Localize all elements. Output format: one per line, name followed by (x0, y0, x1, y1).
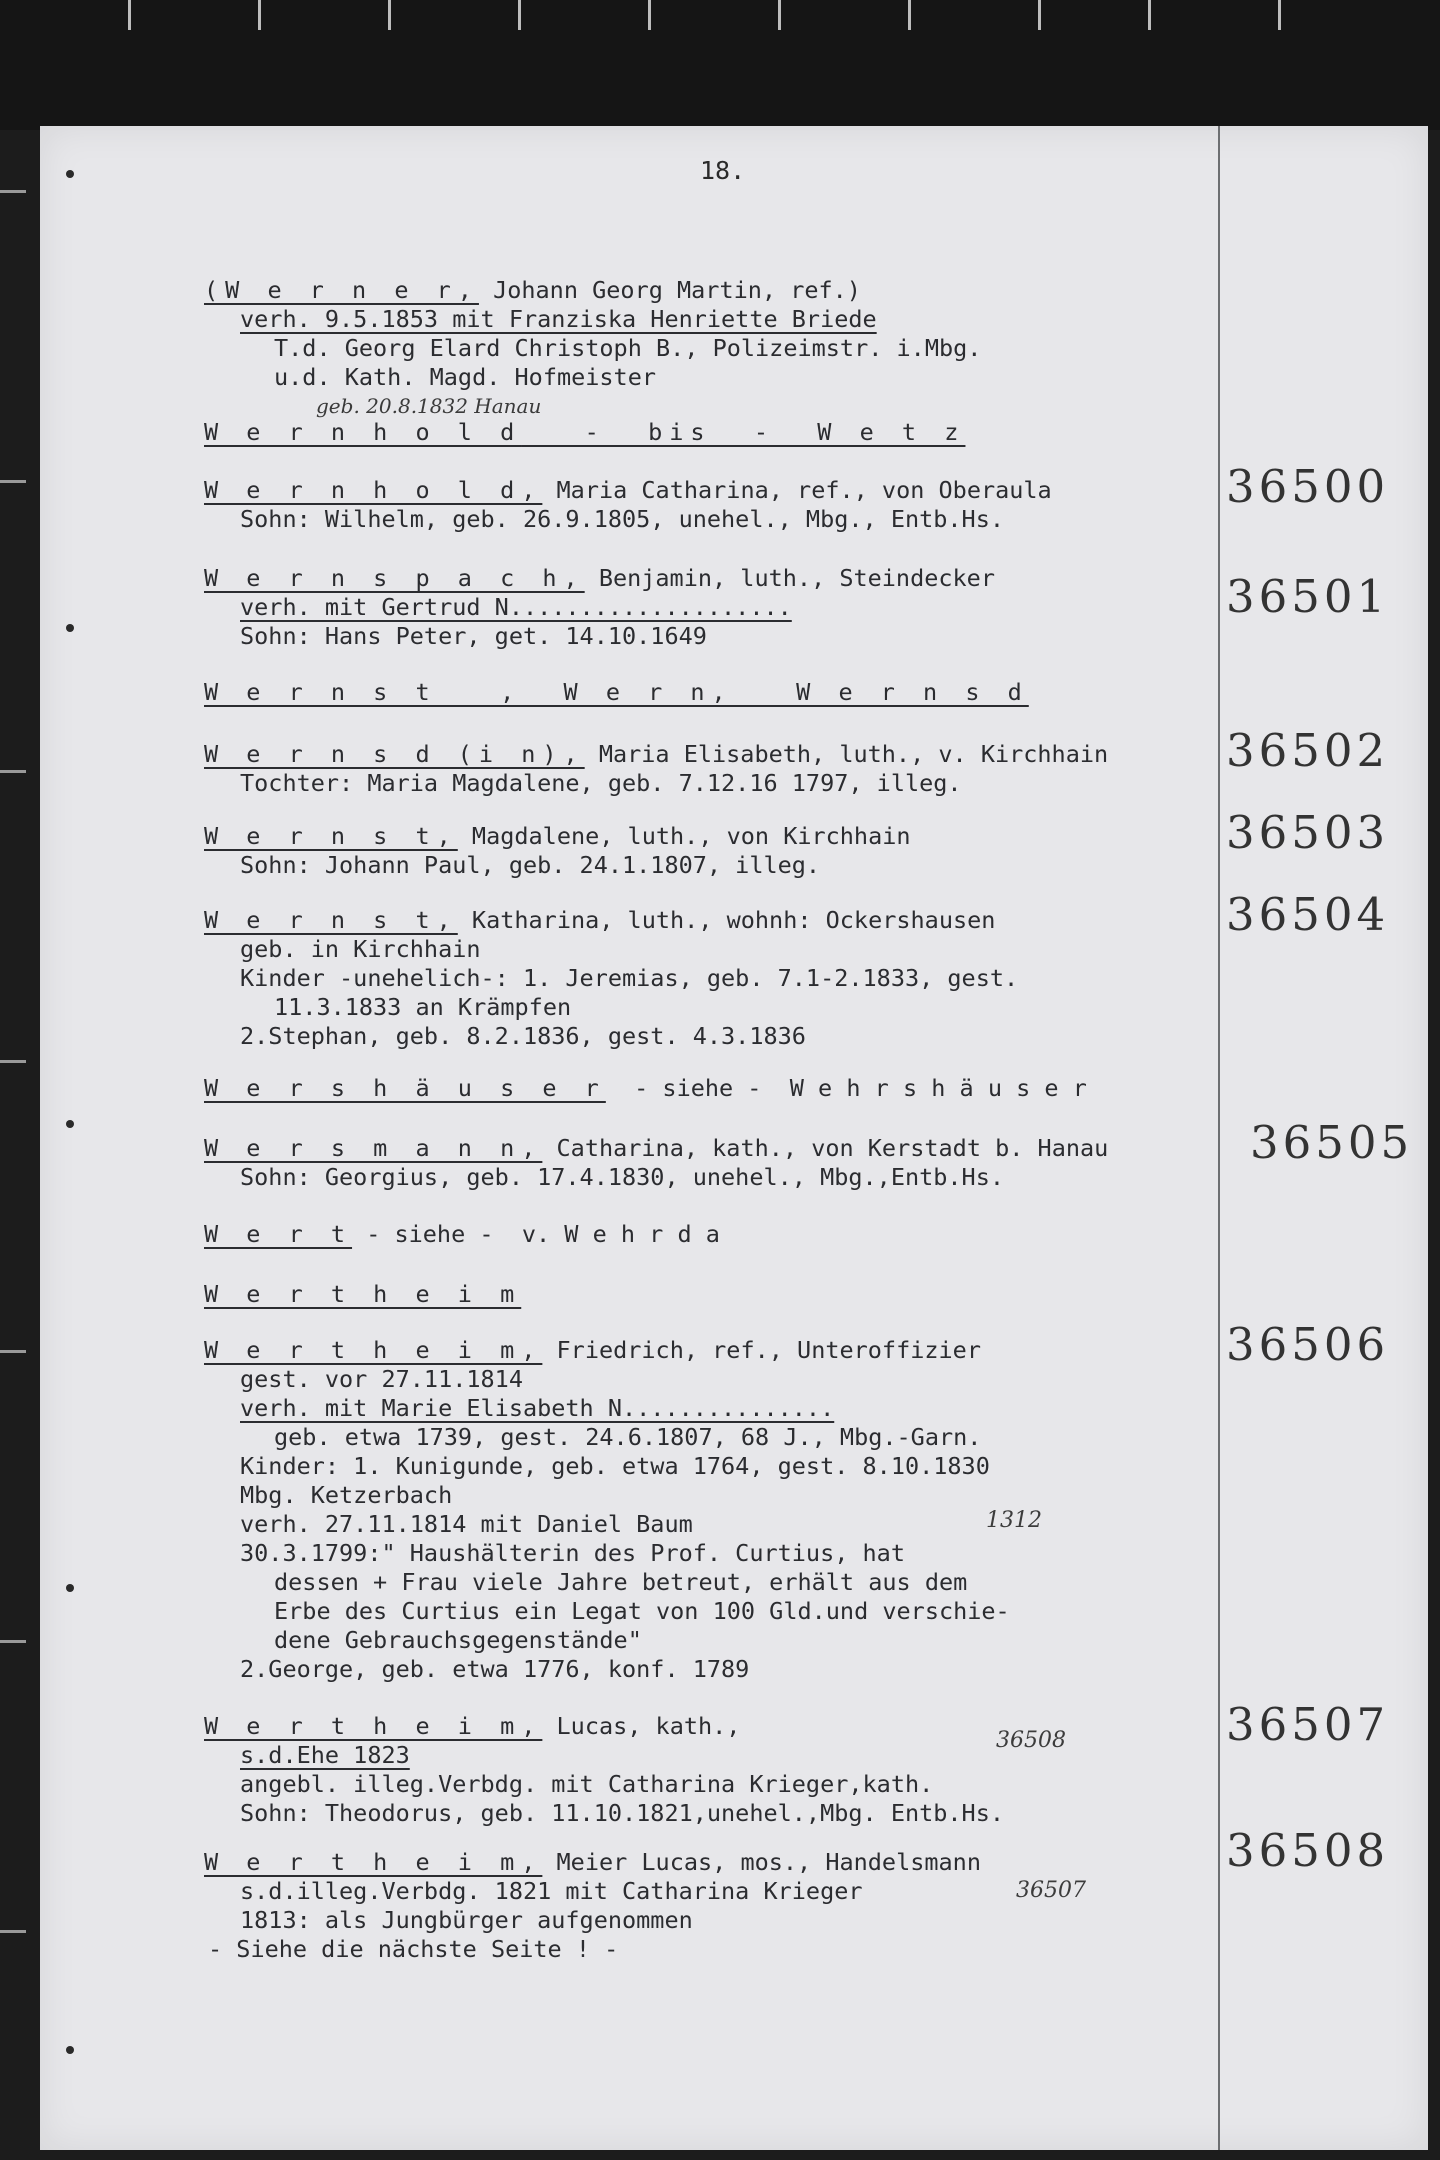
surname: W e r n s d (i n), (204, 740, 585, 768)
handwritten-note: 1312 (986, 1508, 1042, 1533)
entry-line: angebl. illeg.Verbdg. mit Catharina Krieger,kath. (240, 1770, 934, 1798)
entry-wersmann (204, 1134, 1214, 1192)
cross-reference-wert (204, 1220, 1214, 1249)
entry-line: 30.3.1799:" Haushälterin des Prof. Curtius, hat (240, 1539, 905, 1567)
entry-line: Kinder -unehelich-: 1. Jeremias, geb. 7.1-2.1833, gest. (240, 964, 1019, 992)
entry-line: Sohn: Georgius, geb. 17.4.1830, unehel., Mbg.,Entb.Hs. (240, 1163, 1005, 1191)
border-tick (0, 190, 26, 193)
entry-line: 2.Stephan, geb. 8.2.1836, gest. 4.3.1836 (240, 1022, 806, 1050)
entry-line: dessen + Frau viele Jahre betreut, erhält aus dem (274, 1568, 968, 1596)
entry-line: u.d. Kath. Magd. Hofmeister (274, 363, 657, 391)
given-names: Lucas, kath., (542, 1712, 741, 1740)
entry-line: s.d.illeg.Verbdg. 1821 mit Catharina Krieger (240, 1877, 863, 1905)
given-names: Friedrich, ref., Unteroffizier (542, 1336, 981, 1364)
entry-werner (204, 276, 1214, 421)
entry-line: 1813: als Jungbürger aufgenommen (240, 1906, 693, 1934)
given-names: Maria Elisabeth, luth., v. Kirchhain (584, 740, 1109, 768)
entry-line: Sohn: Johann Paul, geb. 24.1.1807, illeg. (240, 851, 821, 879)
index-card-page (40, 126, 1428, 2150)
entry-wernsd (204, 740, 1214, 798)
border-tick (1278, 0, 1281, 30)
handwritten-note: 36507 (1016, 1878, 1086, 1903)
cross-reference: - siehe - v. W e h r d a (352, 1220, 720, 1248)
record-number: 36500 (1226, 460, 1390, 513)
entry-wernhold (204, 476, 1214, 534)
border-tick (258, 0, 261, 30)
given-names: Benjamin, luth., Steindecker (584, 564, 995, 592)
entry-line: Erbe des Curtius ein Legat von 100 Gld.und verschie- (274, 1597, 1010, 1625)
border-tick (0, 1930, 26, 1933)
heading: W e r s h ä u s e r (204, 1074, 606, 1102)
surname: W e r n s t, (204, 822, 458, 850)
entry-line: Sohn: Hans Peter, get. 14.10.1649 (240, 622, 707, 650)
entry-line: geb. in Kirchhain (240, 935, 481, 963)
given-names: Magdalene, luth., von Kirchhain (457, 822, 911, 850)
record-number: 36505 (1250, 1116, 1414, 1169)
surname: (W e r n e r, (204, 276, 479, 304)
surname: W e r n h o l d, (204, 476, 543, 504)
record-number: 36504 (1226, 888, 1390, 941)
surname: W e r t h e i m, (204, 1712, 543, 1740)
cross-reference: - siehe - W e h r s h ä u s e r (605, 1074, 1087, 1102)
given-names: Maria Catharina, ref., von Oberaula (542, 476, 1052, 504)
border-tick (388, 0, 391, 30)
punch-hole (66, 1584, 74, 1592)
entry-line: gest. vor 27.11.1814 (240, 1365, 523, 1393)
given-names: Katharina, luth., wohnh: Ockershausen (457, 906, 996, 934)
border-tick (908, 0, 911, 30)
punch-hole (66, 624, 74, 632)
entry-wertheim-meier (204, 1848, 1214, 1964)
border-tick (0, 480, 26, 483)
entry-line: Kinder: 1. Kunigunde, geb. etwa 1764, gest. 8.10.1830 (240, 1452, 990, 1480)
entry-line: 11.3.1833 an Krämpfen (274, 993, 572, 1021)
entry-line: geb. etwa 1739, gest. 24.6.1807, 68 J., Mbg.-Garn. (274, 1423, 982, 1451)
record-number: 36502 (1226, 724, 1390, 777)
record-number: 36507 (1226, 1698, 1390, 1751)
entry-line: dene Gebrauchsgegenstände" (274, 1626, 642, 1654)
border-tick (0, 770, 26, 773)
border-tick (0, 1350, 26, 1353)
variant-heading (204, 678, 1214, 707)
given-names: Catharina, kath., von Kerstadt b. Hanau (542, 1134, 1109, 1162)
heading-from: W e r n h o l d (204, 418, 522, 446)
border-tick (1038, 0, 1041, 30)
border-tick (0, 1060, 26, 1063)
heading: W e r n s t , W e r n, W e r n s d (204, 678, 1029, 706)
record-number: 36506 (1226, 1318, 1390, 1371)
surname: W e r n s t, (204, 906, 458, 934)
column-rule (1218, 126, 1220, 2150)
entry-line: verh. 27.11.1814 mit Daniel Baum (240, 1510, 693, 1538)
surname: W e r n s p a c h, (204, 564, 585, 592)
surname: W e r t h e i m, (204, 1848, 543, 1876)
entry-wernst-katharina (204, 906, 1214, 1051)
entry-line: Sohn: Wilhelm, geb. 26.9.1805, unehel., Mbg., Entb.Hs. (240, 505, 1005, 533)
entry-line: Mbg. Ketzerbach (240, 1481, 453, 1509)
heading-to: - bis - W e t z (521, 418, 966, 446)
entry-line: verh. mit Gertrud N.................... (240, 593, 792, 621)
entry-line: verh. mit Marie Elisabeth N............... (240, 1394, 835, 1422)
surname: W e r s m a n n, (204, 1134, 543, 1162)
heading-wertheim (204, 1280, 1214, 1309)
given-names: Johann Georg Martin, ref.) (478, 276, 861, 304)
entry-line: s.d.Ehe 1823 (240, 1741, 410, 1769)
border-tick (1148, 0, 1151, 30)
entry-line: T.d. Georg Elard Christoph B., Polizeimstr. i.Mbg. (274, 334, 982, 362)
entry-line: verh. 9.5.1853 mit Franziska Henriette Briede (240, 305, 877, 333)
border-tick (518, 0, 521, 30)
handwritten-note: 36508 (996, 1728, 1066, 1753)
entry-line: 2.George, geb. etwa 1776, konf. 1789 (240, 1655, 750, 1683)
surname: W e r t h e i m, (204, 1336, 543, 1364)
record-number: 36501 (1226, 570, 1390, 623)
entry-line: Sohn: Theodorus, geb. 11.10.1821,unehel.,Mbg. Entb.Hs. (240, 1799, 1005, 1827)
cross-reference-wershaeuser (204, 1074, 1214, 1103)
border-tick (0, 1640, 26, 1643)
heading: W e r t h e i m (204, 1280, 522, 1308)
punch-hole (66, 1120, 74, 1128)
page-number: 18. (700, 156, 746, 185)
given-names: Meier Lucas, mos., Handelsmann (542, 1848, 981, 1876)
border-tick (648, 0, 651, 30)
entry-line: Tochter: Maria Magdalene, geb. 7.12.16 1797, illeg. (240, 769, 962, 797)
punch-hole (66, 2046, 74, 2054)
record-number: 36503 (1226, 806, 1390, 859)
heading: W e r t (204, 1220, 353, 1248)
scanner-border (0, 0, 1440, 130)
punch-hole (66, 170, 74, 178)
entry-line: - Siehe die nächste Seite ! - (208, 1935, 619, 1963)
record-number: 36508 (1226, 1824, 1390, 1877)
entry-wernspach (204, 564, 1214, 651)
border-tick (128, 0, 131, 30)
handwritten-note: geb. 20.8.1832 Hanau (316, 394, 542, 418)
entry-wertheim-friedrich (204, 1336, 1214, 1684)
range-heading (204, 418, 1214, 447)
entry-wernst-magdalene (204, 822, 1214, 880)
border-tick (778, 0, 781, 30)
